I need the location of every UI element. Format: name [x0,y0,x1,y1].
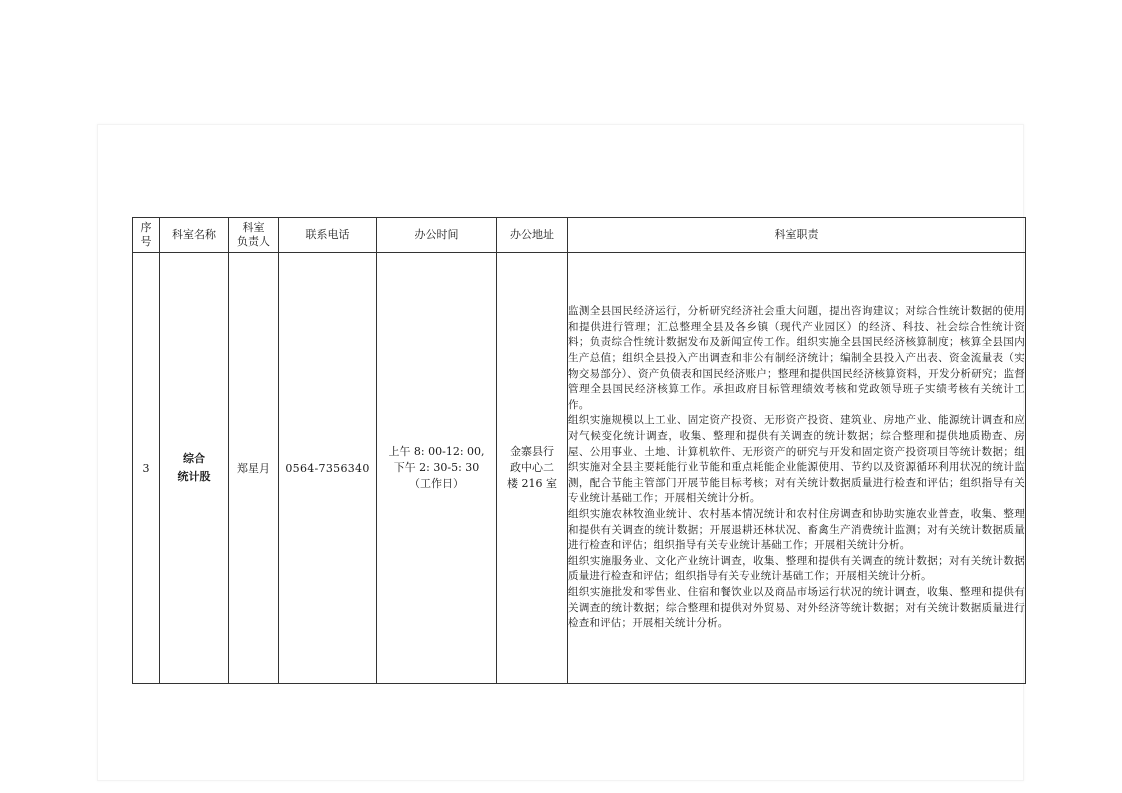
header-head-line2: 负责人 [237,235,270,248]
office-info-table [132,217,1026,684]
header-seq-line2: 号 [140,235,152,248]
duty-paragraph: 监测全县国民经济运行，分析研究经济社会重大问题，提出咨询建议；对综合性统计数据的使用和提供进行管理；汇总整理全县及各乡镇（现代产业园区）的经济、科技、社会综合性统计资料；负责综合性统计数据发布及新闻宣传工作。组织实施全县国民经济核算制度；核算全县国内生产总值；组织全县投入产出调查和非公有制经济统计；编制全县投入产出表、资金流量表（实物交易部分）、资产负债表和国民经济账户；整理和提供国民经济核算资料，开发分析研究；监督管理全县国民经济核算工作。承担政府目标管理绩效考核和党政领导班子实绩考核有关统计工作。 [568,305,1025,411]
address-line1: 金寨县行 [510,445,554,458]
cell-hours [377,253,497,684]
table-header [133,218,1026,253]
header-head-line1: 科室 [242,221,265,234]
hours-line3: （工作日） [409,477,464,490]
header-duties: 科室职责 [568,218,1026,253]
hours-line1: 上午 8: 00-12: 00, [388,445,485,458]
duty-paragraph: 组织实施农林牧渔业统计、农村基本情况统计和农村住房调查和协助实施农业普查，收集、整理和提供有关调查的统计数据；开展退耕还林状况、畜禽生产消费统计监测；对有关统计数据质量进行检查和评估；组织指导有关专业统计基础工作；开展相关统计分析。 [568,507,1025,552]
hours-line2: 下午 2: 30-5: 30 [393,461,480,474]
duty-paragraph: 组织实施规模以上工业、固定资产投资、无形资产投资、建筑业、房地产业、能源统计调查和应对气候变化统计调查，收集、整理和提供有关调查的统计数据；综合整理和提供地质勘查、房屋、公用事业、土地、计算机软件、无形资产的研究与开发和固定资产投资项目等统计数据；组织实施对全县主要耗能行业节能和重点耗能企业能源使用、节约以及资源循环利用状况的统计监测，配合节能主管部门开展节能目标考核；对有关统计数据质量进行检查和评估；组织指导有关专业统计基础工作；开展相关统计分析。 [568,414,1025,505]
header-office-name: 科室名称 [160,218,229,253]
header-head [229,218,279,253]
address-line2: 政中心二 [510,461,554,474]
cell-office-name [160,253,229,684]
header-phone: 联系电话 [279,218,377,253]
header-hours: 办公时间 [377,218,497,253]
office-name-line2: 统计股 [177,470,211,483]
cell-address [497,253,568,684]
office-name-line1: 综合 [183,452,205,465]
cell-head: 郑星月 [229,253,279,684]
duty-paragraph: 组织实施批发和零售业、住宿和餐饮业以及商品市场运行状况的统计调查，收集、整理和提供有关调查的统计数据；综合整理和提供对外贸易、对外经济等统计数据；对有关统计数据质量进行检查和评估；开展相关统计分析。 [568,585,1025,630]
table-row [133,253,1026,684]
cell-seq: 3 [133,253,160,684]
cell-phone: 0564-7356340 [279,253,377,684]
cell-duties [568,253,1026,684]
header-seq [133,218,160,253]
table-body [133,253,1026,684]
duty-paragraph: 组织实施服务业、文化产业统计调查，收集、整理和提供有关调查的统计数据；对有关统计数据质量进行检查和评估；组织指导有关专业统计基础工作；开展相关统计分析。 [568,554,1025,583]
header-row [133,218,1026,253]
address-line3: 楼 216 室 [507,477,557,490]
header-seq-line1: 序 [140,221,152,234]
header-address: 办公地址 [497,218,568,253]
